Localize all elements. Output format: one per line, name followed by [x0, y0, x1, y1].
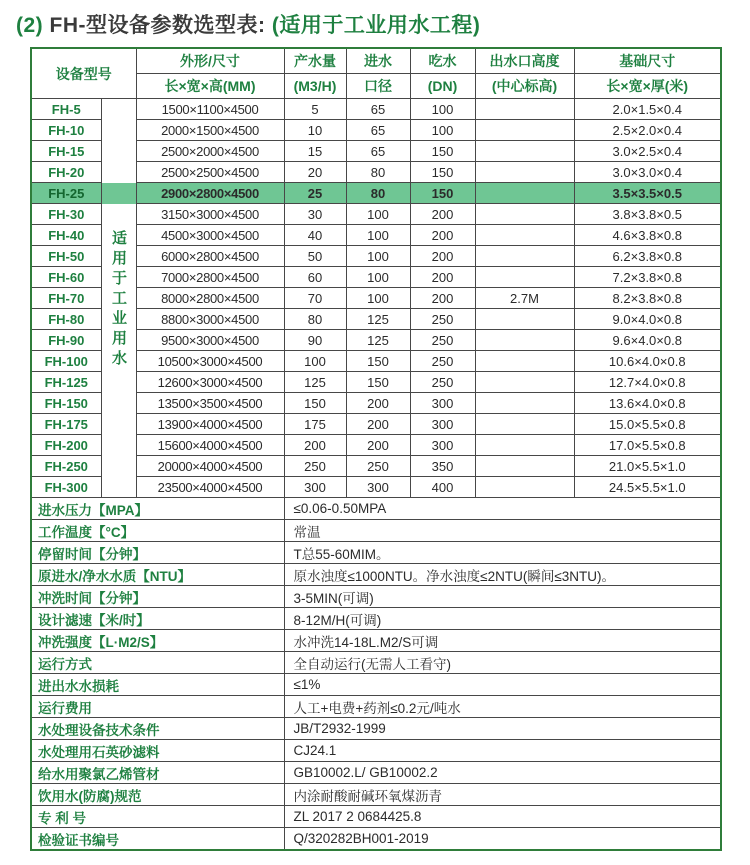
col-subheader-draft: (DN) — [410, 74, 475, 99]
model-cell: FH-100 — [31, 351, 101, 372]
spec-label-cell: 运行费用 — [31, 696, 284, 718]
spec-row — [31, 564, 721, 586]
outlet-cell — [475, 414, 574, 435]
draft-cell: 100 — [410, 120, 475, 141]
spec-row — [31, 630, 721, 652]
draft-cell: 150 — [410, 183, 475, 204]
foundation-cell: 9.0×4.0×0.8 — [574, 309, 721, 330]
dims-cell: 3150×3000×4500 — [136, 204, 284, 225]
col-subheader-inlet: 口径 — [346, 74, 410, 99]
usage-cell — [101, 351, 136, 372]
inlet-cell: 65 — [346, 99, 410, 120]
dims-cell: 6000×2800×4500 — [136, 246, 284, 267]
foundation-cell: 3.0×2.5×0.4 — [574, 141, 721, 162]
draft-cell: 250 — [410, 309, 475, 330]
outlet-cell — [475, 330, 574, 351]
usage-cell — [101, 99, 136, 120]
output-cell: 100 — [284, 351, 346, 372]
output-cell: 150 — [284, 393, 346, 414]
output-cell: 125 — [284, 372, 346, 393]
spec-value-cell: ZL 2017 2 0684425.8 — [284, 806, 721, 828]
draft-cell: 200 — [410, 267, 475, 288]
spec-value-cell: GB10002.L/ GB10002.2 — [284, 762, 721, 784]
table-row — [31, 309, 721, 330]
spec-value-cell: T总55-60MIM。 — [284, 542, 721, 564]
draft-cell: 300 — [410, 435, 475, 456]
model-cell: FH-30 — [31, 204, 101, 225]
table-row — [31, 330, 721, 351]
table-row — [31, 435, 721, 456]
model-cell: FH-5 — [31, 99, 101, 120]
model-cell: FH-60 — [31, 267, 101, 288]
usage-cell — [101, 288, 136, 309]
usage-vertical-label: 适用于工业用水 — [110, 229, 127, 370]
spec-label-cell: 饮用水(防腐)规范 — [31, 784, 284, 806]
model-cell: FH-70 — [31, 288, 101, 309]
inlet-cell: 125 — [346, 309, 410, 330]
col-header-draft: 吃水 — [410, 48, 475, 74]
output-cell: 300 — [284, 477, 346, 498]
dims-cell: 2000×1500×4500 — [136, 120, 284, 141]
usage-cell — [101, 372, 136, 393]
spec-selection-table — [30, 47, 722, 851]
col-subheader-output: (M3/H) — [284, 74, 346, 99]
spec-value-cell: 水冲洗14-18L.M2/S可调 — [284, 630, 721, 652]
dims-cell: 12600×3000×4500 — [136, 372, 284, 393]
spec-value-cell: 3-5MIN(可调) — [284, 586, 721, 608]
usage-cell — [101, 477, 136, 498]
inlet-cell: 65 — [346, 141, 410, 162]
foundation-cell: 10.6×4.0×0.8 — [574, 351, 721, 372]
model-cell: FH-40 — [31, 225, 101, 246]
dims-cell: 13900×4000×4500 — [136, 414, 284, 435]
output-cell: 80 — [284, 309, 346, 330]
outlet-cell — [475, 183, 574, 204]
spec-label-cell: 水处理设备技术条件 — [31, 718, 284, 740]
table-row — [31, 267, 721, 288]
outlet-cell — [475, 246, 574, 267]
table-row — [31, 204, 721, 225]
table-row — [31, 477, 721, 498]
foundation-cell: 12.7×4.0×0.8 — [574, 372, 721, 393]
model-cell: FH-10 — [31, 120, 101, 141]
spec-row — [31, 696, 721, 718]
table-row — [31, 225, 721, 246]
usage-cell — [101, 225, 136, 246]
spec-label-cell: 进出水水损耗 — [31, 674, 284, 696]
dims-cell: 8000×2800×4500 — [136, 288, 284, 309]
spec-label-cell: 专 利 号 — [31, 806, 284, 828]
spec-row — [31, 498, 721, 520]
inlet-cell: 200 — [346, 435, 410, 456]
inlet-cell: 65 — [346, 120, 410, 141]
draft-cell: 400 — [410, 477, 475, 498]
dims-cell: 2500×2500×4500 — [136, 162, 284, 183]
model-cell: FH-90 — [31, 330, 101, 351]
outlet-cell — [475, 141, 574, 162]
table-row — [31, 141, 721, 162]
dims-cell: 8800×3000×4500 — [136, 309, 284, 330]
output-cell: 30 — [284, 204, 346, 225]
inlet-cell: 125 — [346, 330, 410, 351]
spec-label-cell: 运行方式 — [31, 652, 284, 674]
model-cell: FH-20 — [31, 162, 101, 183]
foundation-cell: 13.6×4.0×0.8 — [574, 393, 721, 414]
model-cell: FH-150 — [31, 393, 101, 414]
output-cell: 90 — [284, 330, 346, 351]
inlet-cell: 80 — [346, 162, 410, 183]
inlet-cell: 100 — [346, 267, 410, 288]
inlet-cell: 80 — [346, 183, 410, 204]
usage-cell — [101, 120, 136, 141]
spec-label-cell: 工作温度【°C】 — [31, 520, 284, 542]
spec-value-cell: Q/320282BH001-2019 — [284, 828, 721, 851]
foundation-cell: 7.2×3.8×0.8 — [574, 267, 721, 288]
dims-cell: 7000×2800×4500 — [136, 267, 284, 288]
col-header-model: 设备型号 — [31, 48, 136, 99]
usage-cell — [101, 183, 136, 204]
foundation-cell: 4.6×3.8×0.8 — [574, 225, 721, 246]
inlet-cell: 250 — [346, 456, 410, 477]
draft-cell: 200 — [410, 246, 475, 267]
inlet-cell: 100 — [346, 204, 410, 225]
outlet-cell — [475, 393, 574, 414]
spec-label-cell: 冲洗强度【L·M2/S】 — [31, 630, 284, 652]
output-cell: 5 — [284, 99, 346, 120]
usage-cell — [101, 246, 136, 267]
model-cell: FH-50 — [31, 246, 101, 267]
table-row — [31, 372, 721, 393]
draft-cell: 200 — [410, 225, 475, 246]
draft-cell: 200 — [410, 288, 475, 309]
spec-row — [31, 718, 721, 740]
output-cell: 175 — [284, 414, 346, 435]
usage-cell — [101, 414, 136, 435]
col-header-output: 产水量 — [284, 48, 346, 74]
spec-row — [31, 520, 721, 542]
model-cell: FH-200 — [31, 435, 101, 456]
outlet-cell — [475, 309, 574, 330]
dims-cell: 4500×3000×4500 — [136, 225, 284, 246]
spec-label-cell: 检验证书编号 — [31, 828, 284, 851]
dims-cell: 20000×4000×4500 — [136, 456, 284, 477]
usage-cell — [101, 393, 136, 414]
col-subheader-foundation: 长×宽×厚(米) — [574, 74, 721, 99]
output-cell: 200 — [284, 435, 346, 456]
spec-label-cell: 原进水/净水水质【NTU】 — [31, 564, 284, 586]
inlet-cell: 200 — [346, 393, 410, 414]
foundation-cell: 3.5×3.5×0.5 — [574, 183, 721, 204]
outlet-cell — [475, 477, 574, 498]
foundation-cell: 3.8×3.8×0.5 — [574, 204, 721, 225]
spec-row — [31, 652, 721, 674]
inlet-cell: 200 — [346, 414, 410, 435]
inlet-cell: 100 — [346, 288, 410, 309]
spec-value-cell: JB/T2932-1999 — [284, 718, 721, 740]
outlet-cell — [475, 351, 574, 372]
spec-row — [31, 542, 721, 564]
spec-row — [31, 740, 721, 762]
table-row — [31, 456, 721, 477]
draft-cell: 300 — [410, 393, 475, 414]
table-row — [31, 246, 721, 267]
spec-row — [31, 586, 721, 608]
spec-label-cell: 冲洗时间【分钟】 — [31, 586, 284, 608]
outlet-cell — [475, 162, 574, 183]
spec-label-cell: 进水压力【MPA】 — [31, 498, 284, 520]
usage-cell — [101, 330, 136, 351]
output-cell: 250 — [284, 456, 346, 477]
spec-label-cell: 水处理用石英砂滤料 — [31, 740, 284, 762]
spec-row — [31, 806, 721, 828]
spec-rows-body — [31, 498, 721, 851]
model-cell: FH-80 — [31, 309, 101, 330]
col-header-foundation: 基础尺寸 — [574, 48, 721, 74]
spec-value-cell: 人工+电费+药剂≤0.2元/吨水 — [284, 696, 721, 718]
foundation-cell: 3.0×3.0×0.4 — [574, 162, 721, 183]
spec-value-cell: ≤1% — [284, 674, 721, 696]
model-cell: FH-25 — [31, 183, 101, 204]
spec-label-cell: 停留时间【分钟】 — [31, 542, 284, 564]
table-row — [31, 414, 721, 435]
draft-cell: 150 — [410, 141, 475, 162]
selection-table-wrapper — [30, 47, 720, 851]
spec-row — [31, 784, 721, 806]
outlet-cell — [475, 456, 574, 477]
foundation-cell: 8.2×3.8×0.8 — [574, 288, 721, 309]
model-cell: FH-175 — [31, 414, 101, 435]
usage-cell — [101, 435, 136, 456]
output-cell: 20 — [284, 162, 346, 183]
outlet-cell — [475, 267, 574, 288]
table-header — [31, 48, 721, 99]
model-cell: FH-300 — [31, 477, 101, 498]
dims-cell: 1500×1100×4500 — [136, 99, 284, 120]
foundation-cell: 2.5×2.0×0.4 — [574, 120, 721, 141]
spec-value-cell: CJ24.1 — [284, 740, 721, 762]
usage-cell — [101, 309, 136, 330]
table-row — [31, 288, 721, 309]
outlet-cell: 2.7M — [475, 288, 574, 309]
foundation-cell: 15.0×5.5×0.8 — [574, 414, 721, 435]
draft-cell: 150 — [410, 162, 475, 183]
foundation-cell: 2.0×1.5×0.4 — [574, 99, 721, 120]
dims-cell: 15600×4000×4500 — [136, 435, 284, 456]
draft-cell: 350 — [410, 456, 475, 477]
foundation-cell: 21.0×5.5×1.0 — [574, 456, 721, 477]
inlet-cell: 100 — [346, 225, 410, 246]
usage-cell — [101, 456, 136, 477]
spec-value-cell: 8-12M/H(可调) — [284, 608, 721, 630]
inlet-cell: 150 — [346, 372, 410, 393]
spec-row — [31, 674, 721, 696]
col-header-dims: 外形/尺寸 — [136, 48, 284, 74]
foundation-cell: 17.0×5.5×0.8 — [574, 435, 721, 456]
title-scope: (适用于工业用水工程) — [271, 14, 481, 37]
spec-label-cell: 给水用聚氯乙烯管材 — [31, 762, 284, 784]
spec-row — [31, 828, 721, 851]
table-row — [31, 183, 721, 204]
dims-cell: 2500×2000×4500 — [136, 141, 284, 162]
outlet-cell — [475, 120, 574, 141]
model-cell: FH-250 — [31, 456, 101, 477]
table-row — [31, 162, 721, 183]
spec-value-cell: 常温 — [284, 520, 721, 542]
output-cell: 40 — [284, 225, 346, 246]
title-text: FH-型设备参数选型表: — [49, 14, 266, 37]
usage-cell — [101, 267, 136, 288]
draft-cell: 250 — [410, 351, 475, 372]
model-cell: FH-15 — [31, 141, 101, 162]
model-rows-body — [31, 99, 721, 498]
outlet-cell — [475, 372, 574, 393]
table-row — [31, 393, 721, 414]
outlet-cell — [475, 99, 574, 120]
inlet-cell: 150 — [346, 351, 410, 372]
model-cell: FH-125 — [31, 372, 101, 393]
spec-value-cell: 原水浊度≤1000NTU。净水浊度≤2NTU(瞬间≤3NTU)。 — [284, 564, 721, 586]
output-cell: 50 — [284, 246, 346, 267]
output-cell: 25 — [284, 183, 346, 204]
table-row — [31, 99, 721, 120]
spec-value-cell: ≤0.06-0.50MPA — [284, 498, 721, 520]
title-index: (2) — [16, 14, 44, 37]
draft-cell: 250 — [410, 372, 475, 393]
foundation-cell: 9.6×4.0×0.8 — [574, 330, 721, 351]
usage-cell — [101, 141, 136, 162]
col-header-inlet: 进水 — [346, 48, 410, 74]
outlet-cell — [475, 225, 574, 246]
dims-cell: 2900×2800×4500 — [136, 183, 284, 204]
col-subheader-outlet: (中心标高) — [475, 74, 574, 99]
spec-label-cell: 设计滤速【米/时】 — [31, 608, 284, 630]
inlet-cell: 300 — [346, 477, 410, 498]
draft-cell: 250 — [410, 330, 475, 351]
foundation-cell: 6.2×3.8×0.8 — [574, 246, 721, 267]
dims-cell: 23500×4000×4500 — [136, 477, 284, 498]
dims-cell: 9500×3000×4500 — [136, 330, 284, 351]
table-row — [31, 351, 721, 372]
draft-cell: 100 — [410, 99, 475, 120]
foundation-cell: 24.5×5.5×1.0 — [574, 477, 721, 498]
spec-row — [31, 608, 721, 630]
usage-cell — [101, 162, 136, 183]
draft-cell: 300 — [410, 414, 475, 435]
spec-value-cell: 全自动运行(无需人工看守) — [284, 652, 721, 674]
output-cell: 10 — [284, 120, 346, 141]
outlet-cell — [475, 204, 574, 225]
col-subheader-dims: 长×宽×高(MM) — [136, 74, 284, 99]
page-title — [0, 0, 750, 44]
inlet-cell: 100 — [346, 246, 410, 267]
dims-cell: 13500×3500×4500 — [136, 393, 284, 414]
output-cell: 60 — [284, 267, 346, 288]
usage-cell — [101, 204, 136, 225]
spec-value-cell: 内涂耐酸耐碱环氧煤沥青 — [284, 784, 721, 806]
output-cell: 15 — [284, 141, 346, 162]
outlet-cell — [475, 435, 574, 456]
col-header-outlet: 出水口高度 — [475, 48, 574, 74]
dims-cell: 10500×3000×4500 — [136, 351, 284, 372]
table-row — [31, 120, 721, 141]
spec-row — [31, 762, 721, 784]
draft-cell: 200 — [410, 204, 475, 225]
output-cell: 70 — [284, 288, 346, 309]
